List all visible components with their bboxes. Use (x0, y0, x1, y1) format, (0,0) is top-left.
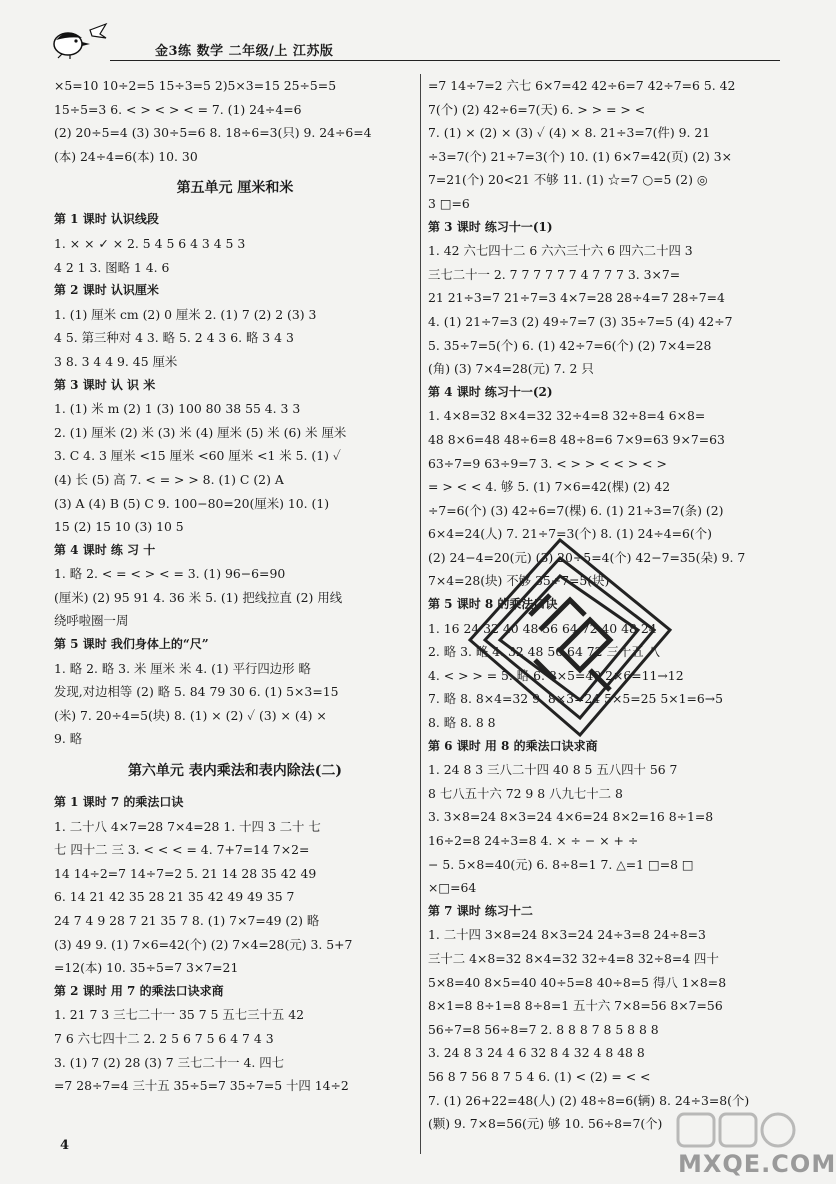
answer-line: 8. 略 8. 8 8 (428, 715, 496, 731)
answer-line: 1. 二十八 4×7=28 7×4=28 1. 十四 3 二十 七 (54, 818, 321, 834)
answer-line: 七 四十二 三 3. < < < = 4. 7+7=14 7×2= (54, 842, 310, 858)
lesson-heading: 第 6 课时 用 8 的乘法口诀求商 (428, 738, 598, 753)
answer-line: (颗) 9. 7×8=56(元) 够 10. 56÷8=7(个) (428, 1116, 663, 1132)
answer-line: 24 7 4 9 28 7 21 35 7 8. (1) 7×7=49 (2) 略 (54, 913, 320, 928)
answer-line: ÷7=6(个) (3) 42÷6=7(棵) 6. (1) 21÷3=7(条) (2) (428, 502, 724, 518)
answer-line: 8×1=8 8÷1=8 8÷8=1 五十六 7×8=56 8×7=56 (428, 998, 723, 1014)
answer-line: ×5=10 10÷2=5 15÷3=5 2)5×3=15 25÷5=5 (54, 78, 337, 93)
answer-line: 7. (1) 26+22=48(人) (2) 48÷8=6(辆) 8. 24÷3=8(个) (428, 1092, 750, 1108)
lesson-heading: 第 3 课时 练习十一(1) (428, 219, 553, 234)
answer-line: 5×8=40 8×5=40 40÷5=8 40÷8=5 得八 1×8=8 (428, 974, 727, 990)
answer-line: 2. (1) 厘米 (2) 米 (3) 米 (4) 厘米 (5) 米 (6) 米 厘米 (54, 424, 347, 440)
answer-line: (2) 20÷5=4 (3) 30÷5=6 8. 18÷6=3(只) 9. 24÷6=4 (54, 125, 372, 141)
answer-line: 7. (1) × (2) × (3) ✓ (4) × 8. 21÷3=7(件) 9. 21 (428, 125, 711, 141)
answer-line: 8 七八五十六 72 9 8 八九七十二 8 (428, 785, 623, 801)
answer-line: (3) A (4) B (5) C 9. 100−80=20(厘米) 10. (1) (54, 495, 330, 511)
answer-line: 16÷2=8 24÷3=8 4. × ÷ − × + ÷ (428, 833, 639, 848)
lesson-heading: 第 2 课时 用 7 的乘法口诀求商 (54, 983, 224, 998)
lesson-heading: 第 2 课时 认识厘米 (54, 283, 159, 298)
answer-stamp-watermark (440, 520, 700, 750)
left-answer-column (54, 74, 416, 1098)
answer-line: 三七二十一 2. 7 7 7 7 7 7 4 7 7 7 3. 3×7= (428, 266, 681, 282)
page-header (40, 18, 780, 66)
answer-line: 7=21(个) 20<21 不够 11. (1) ☆=7 ○=5 (2) ◎ (428, 172, 708, 188)
lesson-heading: 第 4 课时 练习十一(2) (428, 384, 553, 399)
answer-line: 三十二 4×8=32 8×4=32 32÷4=8 32÷8=4 四十 (428, 950, 719, 966)
answer-line: 15 (2) 15 10 (3) 10 5 (54, 519, 184, 535)
answer-line: =7 28÷7=4 三十五 35÷5=7 35÷7=5 十四 14÷2 (54, 1078, 349, 1094)
answer-line: 3. 3×8=24 8×3=24 4×6=24 8×2=16 8÷1=8 (428, 809, 714, 825)
answer-line: 3. (1) 7 (2) 28 (3) 7 三七二十一 4. 四七 (54, 1054, 285, 1070)
answer-line: (米) 7. 20÷4=5(块) 8. (1) × (2) ✓ (3) × (4) × (54, 707, 327, 723)
answer-line: 56 8 7 56 8 7 5 4 6. (1) < (2) = < < (428, 1068, 651, 1084)
answer-line: 1. 24 8 3 三八二十四 40 8 5 五八四十 56 7 (428, 762, 678, 778)
answer-line: =7 14÷7=2 六七 6×7=42 42÷6=7 42÷7=6 5. 42 (428, 78, 736, 93)
answer-line: 1. × × ✓ × 2. 5 4 5 6 4 3 4 5 3 (54, 235, 246, 251)
answer-line: 4. (1) 21÷7=3 (2) 49÷7=7 (3) 35÷7=5 (4) 42÷7 (428, 313, 733, 329)
answer-line: 3 □=6 (428, 195, 470, 211)
answer-line: 1. 二十四 3×8=24 8×3=24 24÷3=8 24÷8=3 (428, 927, 706, 943)
site-watermark-text: MXQE.COM (678, 1150, 836, 1178)
answer-line: 2. 略 3. 略 4. 32 48 56 64 72 三十五 八 (428, 644, 660, 660)
answer-line: 7. 略 8. 8×4=32 9. 8×3=24 5×5=25 5×1=6→5 (428, 691, 723, 707)
answer-line: 1. 略 2. 略 3. 米 厘米 米 4. (1) 平行四边形 略 (54, 660, 311, 676)
unit-heading: 第六单元 表内乘法和表内除法(二) (127, 763, 343, 780)
answer-line: 63÷7=9 63÷9=7 3. < > > < < > < > (428, 455, 667, 471)
page-number: 4 (60, 1138, 70, 1153)
answer-line: − 5. 5×8=40(元) 6. 8÷8=1 7. △=1 □=8 □ (428, 856, 694, 872)
lesson-heading: 第 1 课时 认识线段 (54, 212, 159, 227)
answer-line: (本) 24÷4=6(本) 10. 30 (54, 148, 198, 164)
answer-line: 3 8. 3 4 4 9. 45 厘米 (54, 353, 178, 369)
answer-line: =12(本) 10. 35÷5=7 3×7=21 (54, 960, 239, 976)
answer-line: 6. 14 21 42 35 28 21 35 42 49 49 35 7 (54, 889, 295, 905)
answer-line: 6×4=24(人) 7. 21÷7=3(个) 8. (1) 24÷4=6(个) (428, 526, 712, 542)
answer-line: (2) 24−4=20(元) (3) 20÷5=4(个) 42−7=35(朵) 9. 7 (428, 549, 746, 565)
answer-line: (4) 长 (5) 高 7. < = > > 8. (1) C (2) A (54, 471, 284, 487)
answer-line: 5. 35÷7=5(个) 6. (1) 42÷7=6(个) (2) 7×4=28 (428, 337, 712, 353)
answer-line: 1. 4×8=32 8×4=32 32÷4=8 32÷8=4 6×8= (428, 408, 706, 424)
answer-line: (角) (3) 7×4=28(元) 7. 2 只 (428, 361, 594, 377)
answer-line: 1. 16 24 32 40 48 56 64 72 40 48 24 (428, 620, 657, 636)
answer-line: 9. 略 (54, 731, 83, 747)
answer-line: 21 21÷3=7 21÷7=3 4×7=28 28÷4=7 28÷7=4 (428, 290, 725, 306)
lesson-heading: 第 5 课时 我们身体上的“尺” (54, 637, 209, 652)
answer-line: ×□=64 (428, 880, 477, 896)
header-title: 金3练 数学 二年级/上 江苏版 (155, 44, 334, 59)
lesson-heading: 第 7 课时 练习十二 (428, 903, 533, 918)
unit-heading: 第五单元 厘米和米 (176, 180, 294, 197)
answer-line: 4 5. 第三种对 4 3. 略 5. 2 4 3 6. 略 3 4 3 (54, 330, 294, 346)
answer-line: = > < < 4. 够 5. (1) 7×6=42(棵) (2) 42 (428, 479, 671, 495)
answer-line: 56÷7=8 56÷8=7 2. 8 8 8 7 8 5 8 8 8 (428, 1021, 659, 1037)
answer-line: (3) 49 9. (1) 7×6=42(个) (2) 7×4=28(元) 3. 5+7 (54, 936, 353, 952)
lesson-heading: 第 3 课时 认 识 米 (54, 377, 156, 392)
answer-line: 4. < > > = 5. 略 6. 8×5=40 2×6=11→12 (428, 667, 684, 683)
lesson-heading: 第 5 课时 8 的乘法口诀 (428, 597, 558, 612)
answer-line: 7(个) (2) 42÷6=7(天) 6. > > = > < (428, 101, 646, 117)
lesson-heading: 第 4 课时 练 习 十 (54, 542, 156, 557)
answer-line: 15÷5=3 6. < > < > < = 7. (1) 24÷4=6 (54, 101, 302, 117)
answer-line: (厘米) (2) 95 91 4. 36 米 5. (1) 把线拉直 (2) 用线 (54, 589, 343, 605)
lesson-heading: 第 1 课时 7 的乘法口诀 (54, 795, 184, 810)
answer-line: 1. (1) 米 m (2) 1 (3) 100 80 38 55 4. 3 3 (54, 401, 301, 417)
answer-line: 7×4=28(块) 不够 35÷7=5(块) (428, 573, 610, 589)
answer-line: 3. C 4. 3 厘米 <15 厘米 <60 厘米 <1 米 5. (1) ✓ (54, 448, 341, 464)
answer-line: 1. (1) 厘米 cm (2) 0 厘米 2. (1) 7 (2) 2 (3) 3 (54, 306, 317, 322)
answer-line: 绕呼啦圈一周 (54, 613, 129, 629)
answer-line: 1. 略 2. < = < > < = 3. (1) 96−6=90 (54, 566, 286, 582)
answer-line: 48 8×6=48 48÷6=8 48÷8=6 7×9=63 9×7=63 (428, 431, 725, 447)
answer-line: 3. 24 8 3 24 4 6 32 8 4 32 4 8 48 8 (428, 1045, 645, 1061)
answer-line: ÷3=7(个) 21÷7=3(个) 10. (1) 6×7=42(页) (2) 3× (428, 148, 733, 164)
answer-line: 7 6 六七四十二 2. 2 5 6 7 5 6 4 7 4 3 (54, 1030, 274, 1046)
answer-line: 1. 21 7 3 三七二十一 35 7 5 五七三十五 42 (54, 1007, 305, 1023)
answer-line: 发现,对边相等 (2) 略 5. 84 79 30 6. (1) 5×3=15 (54, 684, 339, 700)
bird-logo-icon (48, 20, 108, 60)
answer-line: 14 14÷2=7 14÷7=2 5. 21 14 28 35 42 49 (54, 865, 317, 881)
answer-line: 4 2 1 3. 图略 1 4. 6 (54, 259, 170, 275)
column-divider (420, 74, 421, 1154)
answer-line: 1. 42 六七四十二 6 六六三十六 6 四六二十四 3 (428, 243, 693, 259)
header-rule (110, 60, 780, 61)
